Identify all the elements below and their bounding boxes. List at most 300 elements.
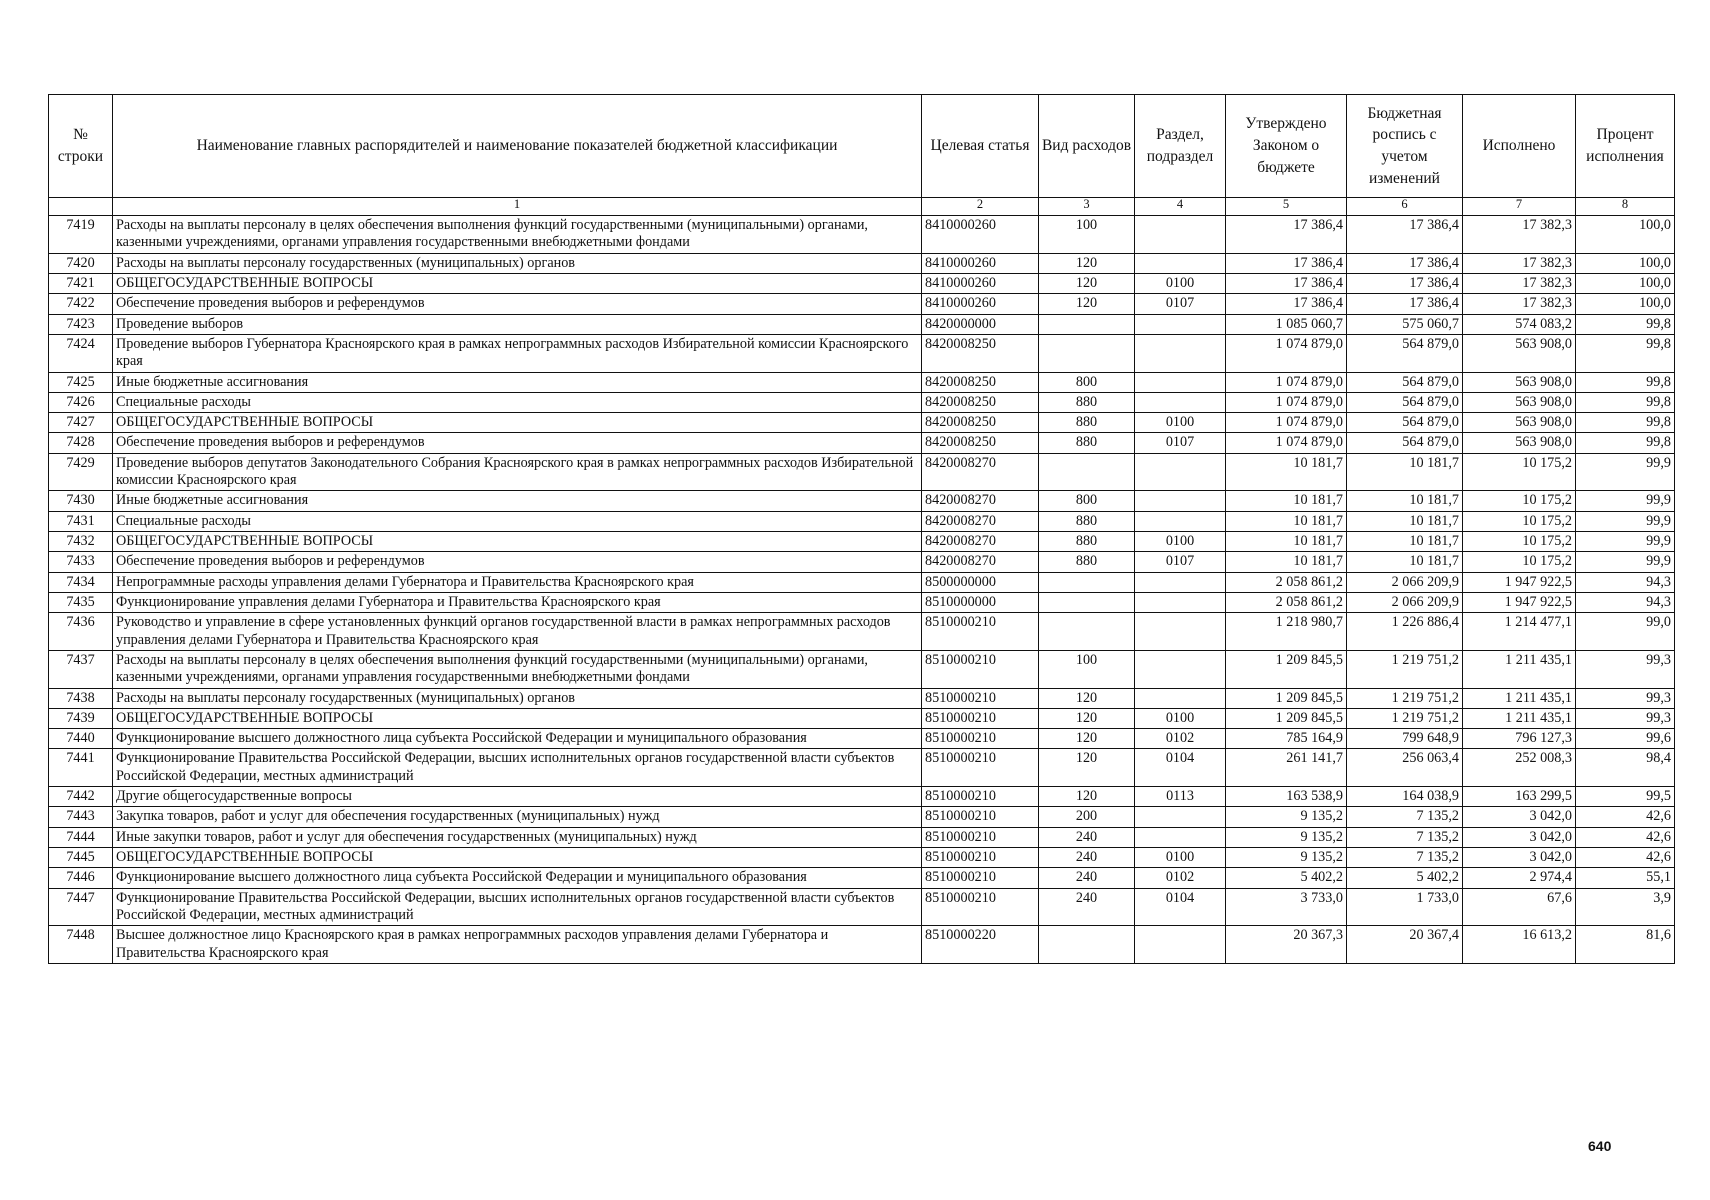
row-name-cell: Специальные расходы <box>113 392 922 412</box>
table-row <box>49 392 1675 412</box>
target-article-cell: 8510000210 <box>922 807 1039 827</box>
row-number-cell: 7424 <box>49 334 113 372</box>
expense-type-cell: 120 <box>1039 688 1135 708</box>
column-number: 8 <box>1576 198 1675 216</box>
execution-percent-cell: 3,9 <box>1576 888 1675 926</box>
row-number-cell: 7441 <box>49 749 113 787</box>
execution-percent-cell: 94,3 <box>1576 572 1675 592</box>
executed-amount-cell: 563 908,0 <box>1463 372 1576 392</box>
header-approved: Утверждено Законом о бюджете <box>1226 95 1347 198</box>
executed-amount-cell: 252 008,3 <box>1463 749 1576 787</box>
approved-amount-cell: 17 386,4 <box>1226 273 1347 293</box>
row-number-cell: 7434 <box>49 572 113 592</box>
budget-list-amount-cell: 1 219 751,2 <box>1347 650 1463 688</box>
execution-percent-cell: 99,9 <box>1576 552 1675 572</box>
expense-type-cell: 240 <box>1039 827 1135 847</box>
target-article-cell: 8510000210 <box>922 650 1039 688</box>
approved-amount-cell: 1 209 845,5 <box>1226 650 1347 688</box>
expense-type-cell: 880 <box>1039 532 1135 552</box>
execution-percent-cell: 100,0 <box>1576 216 1675 254</box>
approved-amount-cell: 17 386,4 <box>1226 294 1347 314</box>
column-number: 1 <box>113 198 922 216</box>
section-cell: 0100 <box>1135 708 1226 728</box>
row-name-cell: Функционирование управления делами Губернатора и Правительства Красноярского края <box>113 592 922 612</box>
column-number: 5 <box>1226 198 1347 216</box>
row-name-cell: ОБЩЕГОСУДАРСТВЕННЫЕ ВОПРОСЫ <box>113 532 922 552</box>
expense-type-cell: 120 <box>1039 253 1135 273</box>
expense-type-cell: 200 <box>1039 807 1135 827</box>
row-name-cell: Проведение выборов <box>113 314 922 334</box>
header-expense-type: Вид расходов <box>1039 95 1135 198</box>
budget-list-amount-cell: 2 066 209,9 <box>1347 572 1463 592</box>
table-row <box>49 787 1675 807</box>
execution-percent-cell: 99,9 <box>1576 532 1675 552</box>
row-name-cell: Функционирование Правительства Российской Федерации, высших исполнительных органов государственной власти субъектов Российской Федерации, местных администраций <box>113 888 922 926</box>
expense-type-cell: 100 <box>1039 216 1135 254</box>
table-row <box>49 334 1675 372</box>
execution-percent-cell: 99,8 <box>1576 392 1675 412</box>
row-number-cell: 7446 <box>49 868 113 888</box>
executed-amount-cell: 10 175,2 <box>1463 511 1576 531</box>
execution-percent-cell: 99,8 <box>1576 314 1675 334</box>
execution-percent-cell: 99,0 <box>1576 613 1675 651</box>
page-number: 640 <box>1588 1138 1612 1154</box>
row-name-cell: Другие общегосударственные вопросы <box>113 787 922 807</box>
column-number: 6 <box>1347 198 1463 216</box>
approved-amount-cell: 1 209 845,5 <box>1226 688 1347 708</box>
budget-list-amount-cell: 564 879,0 <box>1347 372 1463 392</box>
row-number-cell: 7448 <box>49 926 113 964</box>
row-name-cell: Расходы на выплаты персоналу в целях обеспечения выполнения функций государственными (муниципальными) органами, казенными учреждениями, органами управления государственными внебюджетными фондами <box>113 216 922 254</box>
target-article-cell: 8510000210 <box>922 787 1039 807</box>
row-number-cell: 7440 <box>49 729 113 749</box>
row-number-cell: 7429 <box>49 453 113 491</box>
column-number: 3 <box>1039 198 1135 216</box>
expense-type-cell: 120 <box>1039 787 1135 807</box>
budget-list-amount-cell: 575 060,7 <box>1347 314 1463 334</box>
target-article-cell: 8510000210 <box>922 888 1039 926</box>
column-number-row <box>49 198 1675 216</box>
target-article-cell: 8420008250 <box>922 413 1039 433</box>
row-number-cell: 7431 <box>49 511 113 531</box>
section-cell: 0107 <box>1135 433 1226 453</box>
table-row <box>49 294 1675 314</box>
row-name-cell: ОБЩЕГОСУДАРСТВЕННЫЕ ВОПРОСЫ <box>113 413 922 433</box>
section-cell <box>1135 511 1226 531</box>
table-row <box>49 253 1675 273</box>
executed-amount-cell: 574 083,2 <box>1463 314 1576 334</box>
section-cell <box>1135 334 1226 372</box>
executed-amount-cell: 10 175,2 <box>1463 491 1576 511</box>
execution-percent-cell: 99,8 <box>1576 413 1675 433</box>
section-cell <box>1135 572 1226 592</box>
target-article-cell: 8510000210 <box>922 848 1039 868</box>
row-name-cell: Непрограммные расходы управления делами Губернатора и Правительства Красноярского края <box>113 572 922 592</box>
execution-percent-cell: 42,6 <box>1576 807 1675 827</box>
row-name-cell: Специальные расходы <box>113 511 922 531</box>
budget-list-amount-cell: 1 733,0 <box>1347 888 1463 926</box>
target-article-cell: 8420000000 <box>922 314 1039 334</box>
header-name: Наименование главных распорядителей и наименование показателей бюджетной классификации <box>113 95 922 198</box>
execution-percent-cell: 99,9 <box>1576 491 1675 511</box>
table-row <box>49 413 1675 433</box>
executed-amount-cell: 10 175,2 <box>1463 552 1576 572</box>
table-body <box>49 216 1675 964</box>
target-article-cell: 8510000210 <box>922 729 1039 749</box>
expense-type-cell <box>1039 572 1135 592</box>
row-number-cell: 7438 <box>49 688 113 708</box>
row-number-cell: 7433 <box>49 552 113 572</box>
row-name-cell: Проведение выборов депутатов Законодательного Собрания Красноярского края в рамках непрограммных расходов Избирательной комиссии Красноярского края <box>113 453 922 491</box>
approved-amount-cell: 1 074 879,0 <box>1226 392 1347 412</box>
budget-list-amount-cell: 10 181,7 <box>1347 491 1463 511</box>
row-name-cell: Иные бюджетные ассигнования <box>113 372 922 392</box>
row-name-cell: Функционирование Правительства Российской Федерации, высших исполнительных органов государственной власти субъектов Российской Федерации, местных администраций <box>113 749 922 787</box>
execution-percent-cell: 99,6 <box>1576 729 1675 749</box>
column-number: 2 <box>922 198 1039 216</box>
row-number-cell: 7430 <box>49 491 113 511</box>
execution-percent-cell: 99,8 <box>1576 372 1675 392</box>
row-number-cell: 7445 <box>49 848 113 868</box>
target-article-cell: 8420008250 <box>922 372 1039 392</box>
table-row <box>49 650 1675 688</box>
budget-list-amount-cell: 7 135,2 <box>1347 848 1463 868</box>
budget-list-amount-cell: 2 066 209,9 <box>1347 592 1463 612</box>
row-name-cell: Расходы на выплаты персоналу государственных (муниципальных) органов <box>113 688 922 708</box>
approved-amount-cell: 9 135,2 <box>1226 807 1347 827</box>
executed-amount-cell: 17 382,3 <box>1463 216 1576 254</box>
approved-amount-cell: 2 058 861,2 <box>1226 592 1347 612</box>
target-article-cell: 8510000210 <box>922 868 1039 888</box>
executed-amount-cell: 563 908,0 <box>1463 433 1576 453</box>
section-cell <box>1135 253 1226 273</box>
expense-type-cell: 880 <box>1039 552 1135 572</box>
row-number-cell: 7420 <box>49 253 113 273</box>
approved-amount-cell: 17 386,4 <box>1226 253 1347 273</box>
expense-type-cell <box>1039 314 1135 334</box>
header-row-no: № строки <box>49 95 113 198</box>
approved-amount-cell: 1 218 980,7 <box>1226 613 1347 651</box>
table-row <box>49 926 1675 964</box>
row-number-cell: 7427 <box>49 413 113 433</box>
table-row <box>49 827 1675 847</box>
section-cell <box>1135 807 1226 827</box>
budget-list-amount-cell: 17 386,4 <box>1347 216 1463 254</box>
target-article-cell: 8510000210 <box>922 613 1039 651</box>
target-article-cell: 8420008270 <box>922 532 1039 552</box>
table-row <box>49 708 1675 728</box>
execution-percent-cell: 99,3 <box>1576 688 1675 708</box>
execution-percent-cell: 98,4 <box>1576 749 1675 787</box>
row-number-cell: 7447 <box>49 888 113 926</box>
table-row <box>49 868 1675 888</box>
row-name-cell: ОБЩЕГОСУДАРСТВЕННЫЕ ВОПРОСЫ <box>113 708 922 728</box>
executed-amount-cell: 17 382,3 <box>1463 273 1576 293</box>
column-number-empty <box>49 198 113 216</box>
executed-amount-cell: 1 211 435,1 <box>1463 708 1576 728</box>
table-row <box>49 216 1675 254</box>
approved-amount-cell: 1 209 845,5 <box>1226 708 1347 728</box>
row-number-cell: 7422 <box>49 294 113 314</box>
expense-type-cell <box>1039 334 1135 372</box>
budget-list-amount-cell: 17 386,4 <box>1347 253 1463 273</box>
executed-amount-cell: 1 211 435,1 <box>1463 688 1576 708</box>
approved-amount-cell: 1 074 879,0 <box>1226 334 1347 372</box>
budget-list-amount-cell: 256 063,4 <box>1347 749 1463 787</box>
section-cell: 0107 <box>1135 294 1226 314</box>
header-row <box>49 95 1675 198</box>
budget-list-amount-cell: 1 226 886,4 <box>1347 613 1463 651</box>
row-name-cell: Иные закупки товаров, работ и услуг для обеспечения государственных (муниципальных) нужд <box>113 827 922 847</box>
executed-amount-cell: 2 974,4 <box>1463 868 1576 888</box>
execution-percent-cell: 42,6 <box>1576 848 1675 868</box>
section-cell <box>1135 392 1226 412</box>
section-cell: 0113 <box>1135 787 1226 807</box>
row-name-cell: Функционирование высшего должностного лица субъекта Российской Федерации и муниципального образования <box>113 729 922 749</box>
expense-type-cell: 880 <box>1039 511 1135 531</box>
executed-amount-cell: 3 042,0 <box>1463 807 1576 827</box>
expense-type-cell: 120 <box>1039 273 1135 293</box>
executed-amount-cell: 16 613,2 <box>1463 926 1576 964</box>
expense-type-cell: 240 <box>1039 888 1135 926</box>
table-row <box>49 532 1675 552</box>
budget-list-amount-cell: 1 219 751,2 <box>1347 688 1463 708</box>
table-row <box>49 372 1675 392</box>
expense-type-cell: 120 <box>1039 294 1135 314</box>
approved-amount-cell: 10 181,7 <box>1226 491 1347 511</box>
table-row <box>49 613 1675 651</box>
expense-type-cell: 240 <box>1039 848 1135 868</box>
column-number: 4 <box>1135 198 1226 216</box>
approved-amount-cell: 785 164,9 <box>1226 729 1347 749</box>
target-article-cell: 8420008250 <box>922 433 1039 453</box>
section-cell: 0102 <box>1135 868 1226 888</box>
approved-amount-cell: 10 181,7 <box>1226 453 1347 491</box>
target-article-cell: 8510000210 <box>922 749 1039 787</box>
section-cell <box>1135 926 1226 964</box>
expense-type-cell: 800 <box>1039 491 1135 511</box>
executed-amount-cell: 1 211 435,1 <box>1463 650 1576 688</box>
target-article-cell: 8420008270 <box>922 511 1039 531</box>
budget-list-amount-cell: 10 181,7 <box>1347 552 1463 572</box>
target-article-cell: 8420008270 <box>922 453 1039 491</box>
execution-percent-cell: 99,3 <box>1576 650 1675 688</box>
executed-amount-cell: 796 127,3 <box>1463 729 1576 749</box>
executed-amount-cell: 10 175,2 <box>1463 453 1576 491</box>
approved-amount-cell: 1 074 879,0 <box>1226 413 1347 433</box>
approved-amount-cell: 5 402,2 <box>1226 868 1347 888</box>
approved-amount-cell: 1 074 879,0 <box>1226 372 1347 392</box>
section-cell <box>1135 216 1226 254</box>
approved-amount-cell: 2 058 861,2 <box>1226 572 1347 592</box>
row-name-cell: Руководство и управление в сфере установленных функций органов государственной власти в рамках непрограммных расходов управления делами Губернатора и Правительства Красноярского края <box>113 613 922 651</box>
table-row <box>49 453 1675 491</box>
budget-list-amount-cell: 564 879,0 <box>1347 433 1463 453</box>
target-article-cell: 8420008270 <box>922 552 1039 572</box>
row-number-cell: 7436 <box>49 613 113 651</box>
table-row <box>49 729 1675 749</box>
section-cell <box>1135 453 1226 491</box>
expense-type-cell <box>1039 453 1135 491</box>
executed-amount-cell: 163 299,5 <box>1463 787 1576 807</box>
table-row <box>49 491 1675 511</box>
row-name-cell: ОБЩЕГОСУДАРСТВЕННЫЕ ВОПРОСЫ <box>113 848 922 868</box>
column-number: 7 <box>1463 198 1576 216</box>
row-name-cell: Обеспечение проведения выборов и референдумов <box>113 433 922 453</box>
row-name-cell: Функционирование высшего должностного лица субъекта Российской Федерации и муниципального образования <box>113 868 922 888</box>
approved-amount-cell: 1 074 879,0 <box>1226 433 1347 453</box>
target-article-cell: 8410000260 <box>922 273 1039 293</box>
execution-percent-cell: 99,9 <box>1576 453 1675 491</box>
section-cell: 0100 <box>1135 273 1226 293</box>
approved-amount-cell: 17 386,4 <box>1226 216 1347 254</box>
executed-amount-cell: 3 042,0 <box>1463 827 1576 847</box>
table-row <box>49 314 1675 334</box>
row-name-cell: Закупка товаров, работ и услуг для обеспечения государственных (муниципальных) нужд <box>113 807 922 827</box>
expense-type-cell: 240 <box>1039 868 1135 888</box>
expense-type-cell: 880 <box>1039 413 1135 433</box>
target-article-cell: 8420008250 <box>922 334 1039 372</box>
executed-amount-cell: 67,6 <box>1463 888 1576 926</box>
expense-type-cell: 120 <box>1039 708 1135 728</box>
budget-table <box>48 94 1675 964</box>
executed-amount-cell: 563 908,0 <box>1463 334 1576 372</box>
approved-amount-cell: 163 538,9 <box>1226 787 1347 807</box>
table-row <box>49 433 1675 453</box>
expense-type-cell <box>1039 592 1135 612</box>
table-row <box>49 807 1675 827</box>
execution-percent-cell: 100,0 <box>1576 253 1675 273</box>
budget-list-amount-cell: 7 135,2 <box>1347 807 1463 827</box>
execution-percent-cell: 42,6 <box>1576 827 1675 847</box>
row-name-cell: Высшее должностное лицо Красноярского края в рамках непрограммных расходов управления делами Губернатора и Правительства Красноярского края <box>113 926 922 964</box>
execution-percent-cell: 55,1 <box>1576 868 1675 888</box>
section-cell <box>1135 650 1226 688</box>
row-number-cell: 7435 <box>49 592 113 612</box>
approved-amount-cell: 9 135,2 <box>1226 848 1347 868</box>
row-number-cell: 7428 <box>49 433 113 453</box>
row-number-cell: 7425 <box>49 372 113 392</box>
section-cell <box>1135 592 1226 612</box>
target-article-cell: 8510000210 <box>922 688 1039 708</box>
execution-percent-cell: 99,8 <box>1576 433 1675 453</box>
table-row <box>49 592 1675 612</box>
approved-amount-cell: 10 181,7 <box>1226 532 1347 552</box>
row-number-cell: 7437 <box>49 650 113 688</box>
table-row <box>49 848 1675 868</box>
execution-percent-cell: 100,0 <box>1576 294 1675 314</box>
budget-list-amount-cell: 564 879,0 <box>1347 392 1463 412</box>
header-budget-list: Бюджетная роспись с учетом изменений <box>1347 95 1463 198</box>
executed-amount-cell: 17 382,3 <box>1463 294 1576 314</box>
section-cell: 0102 <box>1135 729 1226 749</box>
executed-amount-cell: 3 042,0 <box>1463 848 1576 868</box>
row-number-cell: 7442 <box>49 787 113 807</box>
header-section: Раздел, подраздел <box>1135 95 1226 198</box>
approved-amount-cell: 20 367,3 <box>1226 926 1347 964</box>
table-row <box>49 688 1675 708</box>
execution-percent-cell: 81,6 <box>1576 926 1675 964</box>
target-article-cell: 8410000260 <box>922 216 1039 254</box>
expense-type-cell: 800 <box>1039 372 1135 392</box>
row-name-cell: Расходы на выплаты персоналу государственных (муниципальных) органов <box>113 253 922 273</box>
execution-percent-cell: 99,9 <box>1576 511 1675 531</box>
budget-list-amount-cell: 17 386,4 <box>1347 294 1463 314</box>
section-cell: 0100 <box>1135 848 1226 868</box>
row-number-cell: 7443 <box>49 807 113 827</box>
table-row <box>49 888 1675 926</box>
executed-amount-cell: 1 947 922,5 <box>1463 572 1576 592</box>
approved-amount-cell: 10 181,7 <box>1226 552 1347 572</box>
target-article-cell: 8510000220 <box>922 926 1039 964</box>
expense-type-cell <box>1039 926 1135 964</box>
executed-amount-cell: 17 382,3 <box>1463 253 1576 273</box>
executed-amount-cell: 1 947 922,5 <box>1463 592 1576 612</box>
budget-list-amount-cell: 10 181,7 <box>1347 532 1463 552</box>
table-row <box>49 511 1675 531</box>
section-cell: 0100 <box>1135 532 1226 552</box>
executed-amount-cell: 10 175,2 <box>1463 532 1576 552</box>
row-number-cell: 7421 <box>49 273 113 293</box>
budget-list-amount-cell: 164 038,9 <box>1347 787 1463 807</box>
budget-list-amount-cell: 1 219 751,2 <box>1347 708 1463 728</box>
target-article-cell: 8420008250 <box>922 392 1039 412</box>
execution-percent-cell: 99,8 <box>1576 334 1675 372</box>
header-percent: Процент исполнения <box>1576 95 1675 198</box>
section-cell <box>1135 613 1226 651</box>
execution-percent-cell: 99,5 <box>1576 787 1675 807</box>
header-target-article: Целевая статья <box>922 95 1039 198</box>
expense-type-cell: 100 <box>1039 650 1135 688</box>
execution-percent-cell: 94,3 <box>1576 592 1675 612</box>
executed-amount-cell: 563 908,0 <box>1463 392 1576 412</box>
section-cell <box>1135 491 1226 511</box>
target-article-cell: 8510000000 <box>922 592 1039 612</box>
row-number-cell: 7423 <box>49 314 113 334</box>
row-name-cell: ОБЩЕГОСУДАРСТВЕННЫЕ ВОПРОСЫ <box>113 273 922 293</box>
row-number-cell: 7419 <box>49 216 113 254</box>
section-cell <box>1135 372 1226 392</box>
target-article-cell: 8410000260 <box>922 253 1039 273</box>
header-executed: Исполнено <box>1463 95 1576 198</box>
row-name-cell: Обеспечение проведения выборов и референдумов <box>113 552 922 572</box>
table-row <box>49 749 1675 787</box>
budget-list-amount-cell: 564 879,0 <box>1347 413 1463 433</box>
approved-amount-cell: 3 733,0 <box>1226 888 1347 926</box>
row-number-cell: 7439 <box>49 708 113 728</box>
execution-percent-cell: 100,0 <box>1576 273 1675 293</box>
expense-type-cell <box>1039 613 1135 651</box>
table-row <box>49 273 1675 293</box>
target-article-cell: 8420008270 <box>922 491 1039 511</box>
section-cell: 0107 <box>1135 552 1226 572</box>
executed-amount-cell: 563 908,0 <box>1463 413 1576 433</box>
executed-amount-cell: 1 214 477,1 <box>1463 613 1576 651</box>
row-number-cell: 7432 <box>49 532 113 552</box>
section-cell: 0100 <box>1135 413 1226 433</box>
row-name-cell: Иные бюджетные ассигнования <box>113 491 922 511</box>
approved-amount-cell: 261 141,7 <box>1226 749 1347 787</box>
budget-list-amount-cell: 799 648,9 <box>1347 729 1463 749</box>
row-name-cell: Расходы на выплаты персоналу в целях обеспечения выполнения функций государственными (муниципальными) органами, казенными учреждениями, органами управления государственными внебюджетными фондами <box>113 650 922 688</box>
table-row <box>49 552 1675 572</box>
approved-amount-cell: 9 135,2 <box>1226 827 1347 847</box>
budget-list-amount-cell: 17 386,4 <box>1347 273 1463 293</box>
expense-type-cell: 120 <box>1039 729 1135 749</box>
execution-percent-cell: 99,3 <box>1576 708 1675 728</box>
expense-type-cell: 880 <box>1039 392 1135 412</box>
budget-list-amount-cell: 7 135,2 <box>1347 827 1463 847</box>
